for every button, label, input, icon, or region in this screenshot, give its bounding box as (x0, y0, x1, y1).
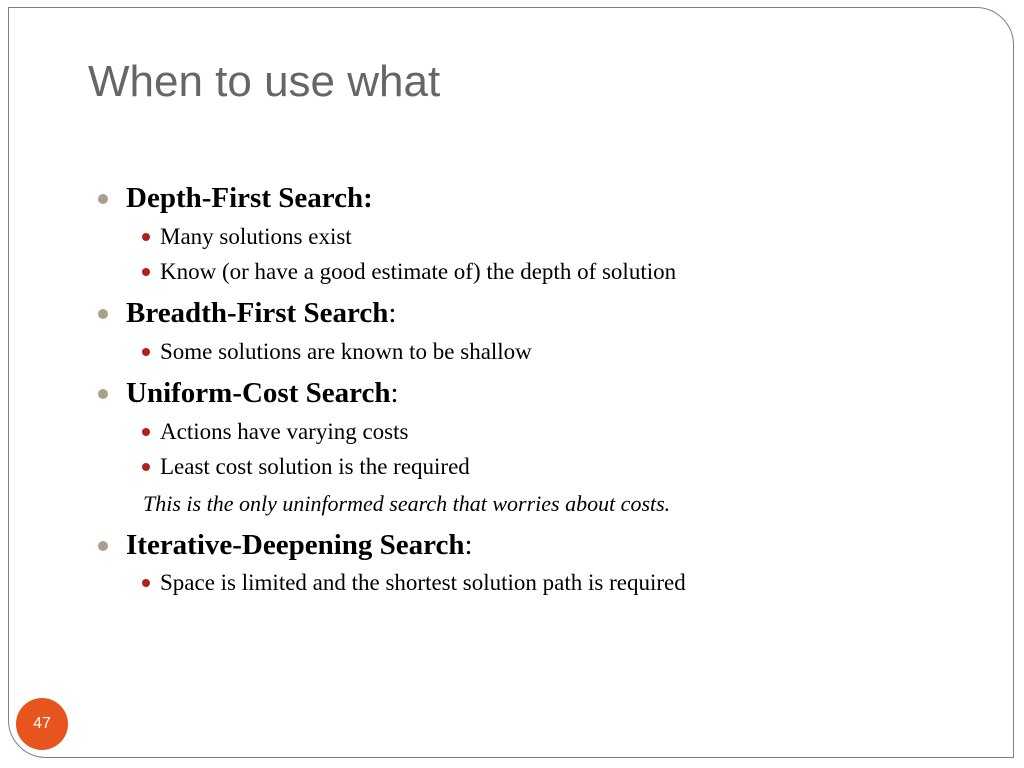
bullet-icon (142, 463, 150, 471)
bullet-icon (98, 541, 108, 551)
list-item-text: Actions have varying costs (160, 419, 409, 444)
list-item (142, 570, 686, 596)
slide-title: When to use what (88, 57, 441, 106)
section-heading-colon: : (388, 297, 397, 329)
section-depth-first (98, 182, 373, 215)
section-heading-colon: : (390, 377, 399, 409)
bullet-icon (142, 579, 150, 587)
section-note: This is the only uninformed search that worries about costs. (143, 491, 671, 516)
list-item-text: Least cost solution is the required (160, 454, 470, 479)
section-heading: Iterative-Deepening Search (126, 529, 465, 561)
list-item-text: Know (or have a good estimate of) the depth of solution (160, 259, 677, 284)
bullet-icon (98, 389, 108, 399)
section-uniform-cost (98, 377, 399, 410)
page-number-badge: 47 (16, 698, 68, 750)
bullet-icon (142, 428, 150, 436)
list-item-text: Some solutions are known to be shallow (160, 339, 532, 364)
bullet-icon (142, 233, 150, 241)
section-heading-colon: : (464, 529, 473, 561)
list-item (142, 419, 408, 445)
list-item (142, 339, 532, 365)
section-heading: Breadth-First Search (126, 297, 389, 329)
section-breadth-first (98, 297, 396, 330)
bullet-icon (142, 268, 150, 276)
list-item-text: Space is limited and the shortest solution path is required (160, 570, 686, 595)
bullet-icon (98, 309, 108, 319)
list-item (142, 259, 676, 285)
bullet-icon (142, 348, 150, 356)
section-iterative-deepening (98, 529, 473, 562)
bullet-icon (98, 194, 108, 204)
list-item (142, 454, 470, 480)
section-heading: Uniform-Cost Search (126, 377, 391, 409)
section-heading: Depth-First Search: (126, 182, 373, 214)
list-item (142, 224, 352, 250)
list-item-text: Many solutions exist (160, 224, 352, 249)
